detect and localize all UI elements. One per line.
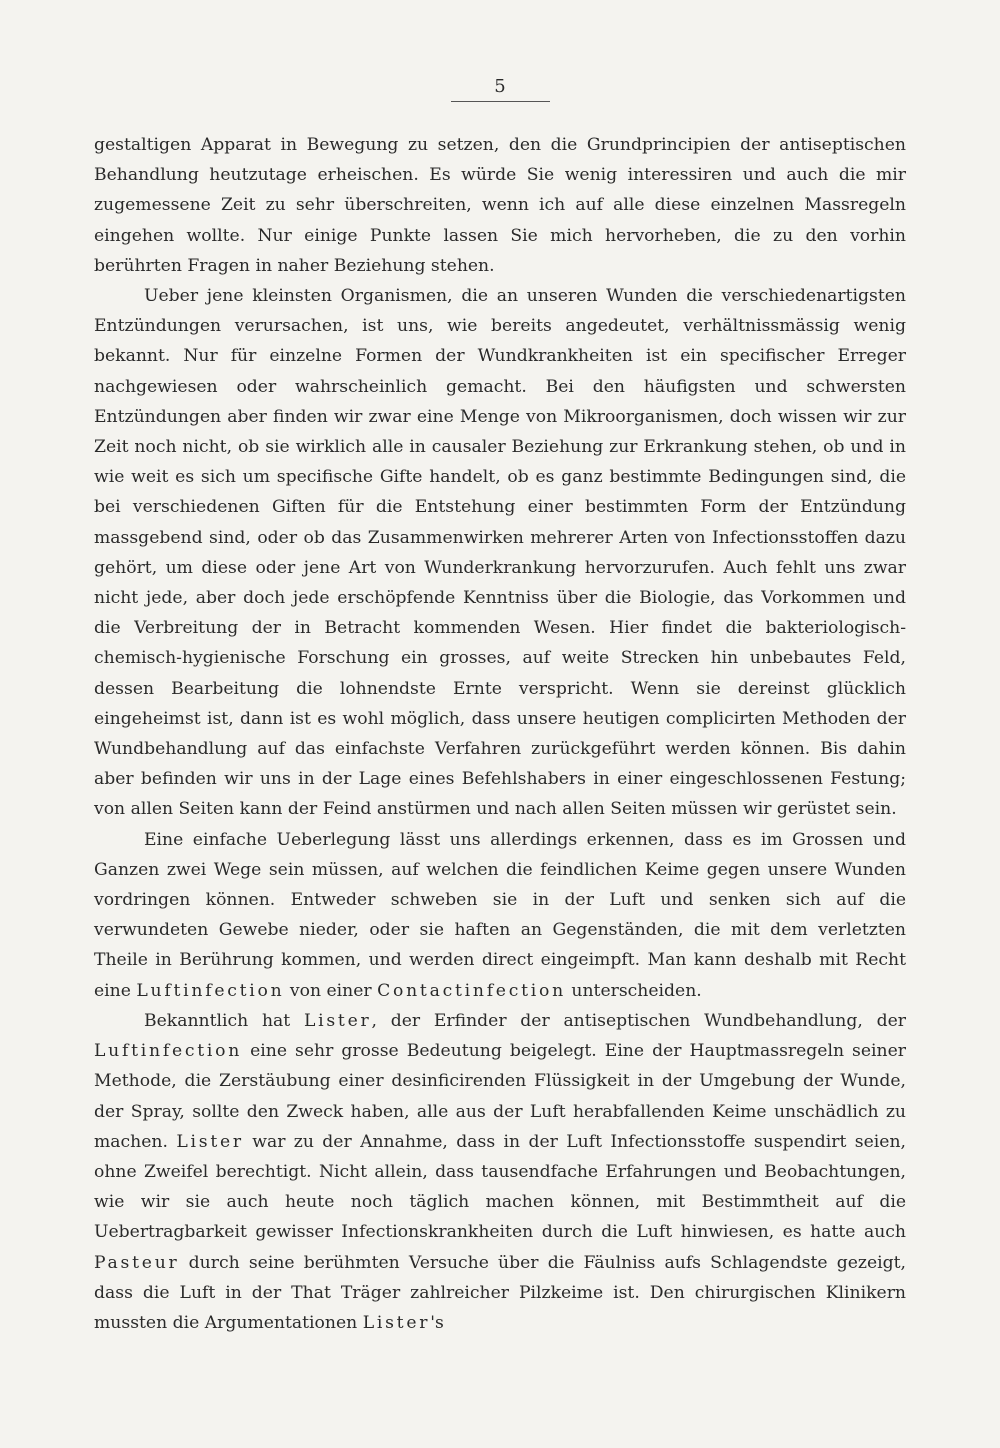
body-text xyxy=(94,130,906,1338)
spaced-name-lister: Lister xyxy=(362,1312,431,1333)
spaced-name-lister: Lister xyxy=(303,1010,372,1031)
paragraph-text: 's xyxy=(430,1312,444,1333)
spaced-term-luftinfection: Luftinfection xyxy=(136,980,285,1001)
paragraph-1 xyxy=(94,130,906,281)
paragraph-text: Ueber jene kleinsten Organismen, die an unseren Wunden die verschiedenartigsten Entzündungen verursachen, ist uns, wie bereits angedeutet, verhältnissmässig wenig bekannt. Nur für einzelne Formen der Wundkrankheiten ist ein specifischer Erreger nachgewiesen oder wahrscheinlich gemacht. Bei den häufigsten und schwersten Entzündungen aber finden wir zwar eine Menge von Mikroorganismen, doch wissen wir zur Zeit noch nicht, ob sie wirklich alle in causaler Beziehung zur Erkrankung stehen, ob und in wie weit es sich um specifische Gifte handelt, ob es ganz bestimmte Bedingungen sind, die bei verschiedenen Giften für die Entstehung einer bestimmten Form der Entzündung massgebend sind, oder ob das Zusammenwirken mehrerer Arten von Infectionsstoffen dazu gehört, um diese oder jene Art von Wunderkrankung hervorzurufen. Auch fehlt uns zwar nicht jede, aber doch jede erschöpfende Kenntniss über die Biologie, das Vorkommen und die Verbreitung der in Betracht kommenden Wesen. Hier findet die bakteriologisch-chemisch-hygienische Forschung ein grosses, auf weite Strecken hin unbebautes Feld, dessen Bearbeitung die lohnendste Ernte verspricht. Wenn sie dereinst glücklich eingeheimst ist, dann ist es wohl möglich, dass unsere heutigen complicirten Methoden der Wundbehandlung auf das einfachste Verfahren zurückgeführt werden können. Bis dahin aber befinden wir uns in der Lage eines Befehlshabers in einer eingeschlossenen Festung; von allen Seiten kann der Feind anstürmen und nach allen Seiten müssen wir gerüstet sein. xyxy=(94,286,906,820)
spaced-term-luftinfection: Luftinfection xyxy=(94,1041,243,1062)
paragraph-text: unterscheiden. xyxy=(565,980,702,1001)
paragraph-text: eine sehr grosse Bedeutung beigelegt. Eine der Hauptmassregeln seiner Methode, die Zerstäubung einer desinficirenden Flüssigkeit in der Umgebung der Wunde, der Spray, sollte den Zweck haben, alle aus der Luft herabfallenden Keime unschädlich zu machen. xyxy=(94,1041,906,1152)
header-rule xyxy=(451,101,550,102)
paragraph-4 xyxy=(94,1006,906,1338)
paragraph-text: von einer xyxy=(284,980,378,1001)
paragraph-text: durch seine berühmten Versuche über die Fäulniss aufs Schlagendste gezeigt, dass die Luft in der That Träger zahlreicher Pilzkeime ist. Den chirurgischen Klinikern mussten die Argumentationen xyxy=(94,1252,906,1333)
paragraph-text: gestaltigen Apparat in Bewegung zu setzen, den die Grundprincipien der antiseptischen Behandlung heutzutage erheischen. Es würde Sie wenig interessiren und auch die mir zugemessene Zeit zu sehr überschreiten, wenn ich auf alle diese einzelnen Massregeln eingehen wollte. Nur einige Punkte lassen Sie mich hervorheben, die zu den vorhin berührten Fragen in naher Beziehung stehen. xyxy=(94,135,906,276)
paragraph-3 xyxy=(94,825,906,1006)
paragraph-text: war zu der Annahme, dass in der Luft Infectionsstoffe suspendirt seien, ohne Zweifel berechtigt. Nicht allein, dass tausendfache Erfahrungen und Beobachtungen, wie wir sie auch heute noch täglich machen können, mit Bestimmtheit auf die Uebertragbarkeit gewisser Infectionskrankheiten durch die Luft hinwiesen, es hatte auch xyxy=(94,1131,906,1243)
spaced-term-contactinfection: Contactinfection xyxy=(377,980,566,1001)
page-number: 5 xyxy=(494,76,506,97)
paragraph-text: Bekanntlich hat xyxy=(144,1010,304,1031)
paragraph-text: Eine einfache Ueberlegung lässt uns allerdings erkennen, dass es im Grossen und Ganzen zwei Wege sein müssen, auf welchen die feindlichen Keime gegen unsere Wunden vordringen können. Entweder schweben sie in der Luft und senken sich auf die verwundeten Gewebe nieder, oder sie haften an Gegenständen, die mit dem verletzten Theile in Berührung kommen, und werden direct eingeimpft. Man kann deshalb mit Recht eine xyxy=(94,829,906,1001)
paragraph-2 xyxy=(94,281,906,825)
paragraph-text: , der Erfinder der antiseptischen Wundbehandlung, der xyxy=(371,1010,906,1031)
spaced-name-pasteur: Pasteur xyxy=(94,1252,180,1273)
spaced-name-lister: Lister xyxy=(176,1131,244,1152)
